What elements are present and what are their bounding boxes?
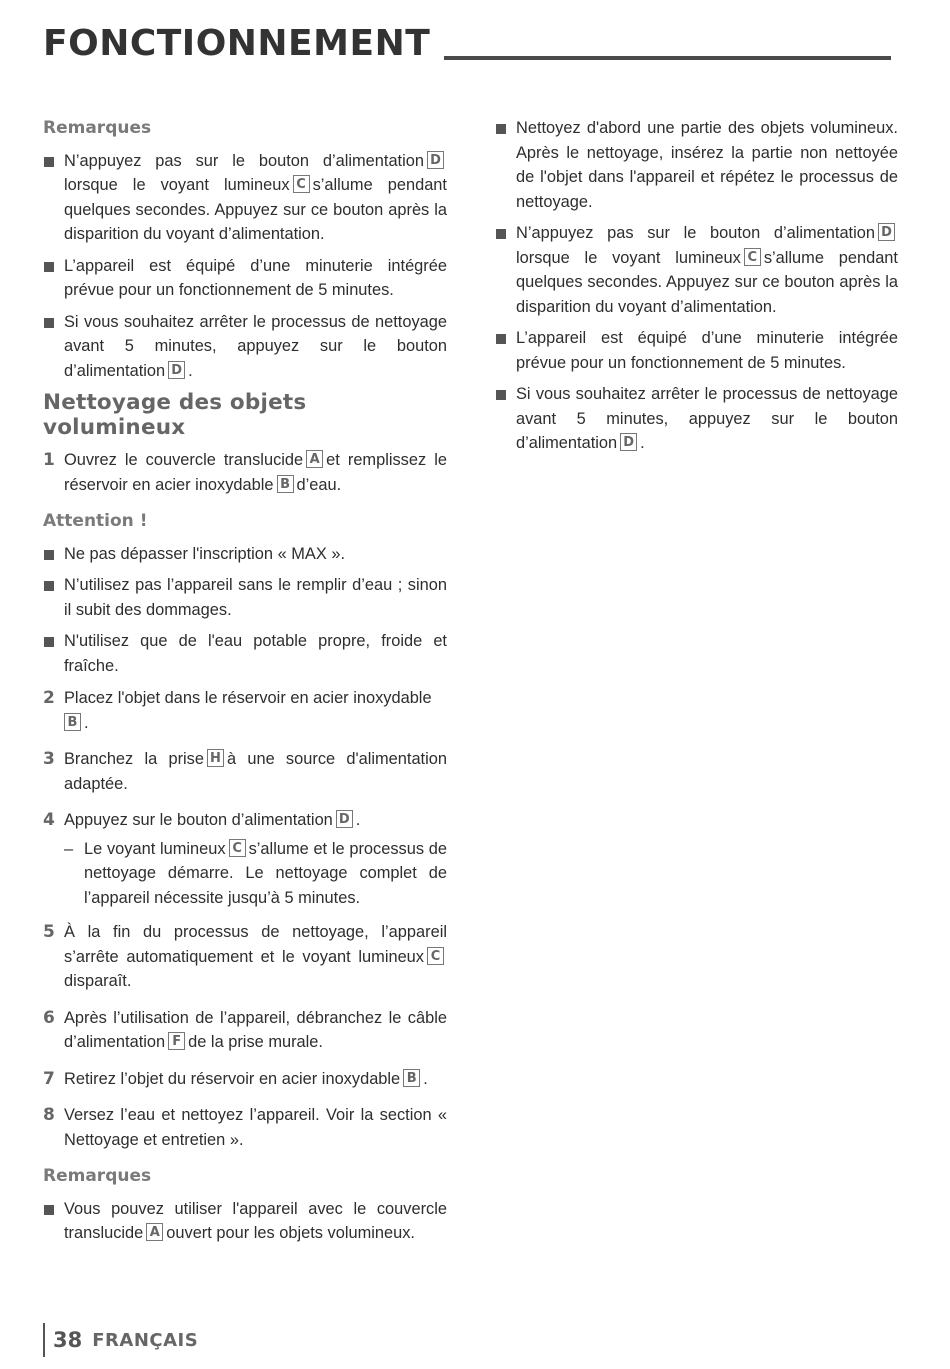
list-item: Ne pas dépasser l'inscription « MAX ». <box>43 542 447 567</box>
attention-label: Attention ! <box>43 511 148 531</box>
page-header <box>43 20 891 62</box>
step: 5 À la fin du processus de nettoyage, l’appareil s’arrête automatiquement et le voyant lumineux Cdisparaît. <box>43 922 447 990</box>
list-item: L’appareil est équipé d’une minuterie intégrée prévue pour un fonctionnement de 5 minutes. <box>495 326 898 375</box>
step: 1 Ouvrez le couvercle translucide A et remplissez le réservoir en acier inoxydable B d’eau. <box>43 450 447 494</box>
list-item: N’utilisez pas l’appareil sans le remplir d’eau ; sinon il subit des dommages. <box>43 573 447 622</box>
list-item: Nettoyez d'abord une partie des objets volumineux. Après le nettoyage, insérez la partie non nettoyée de l'objet dans l'appareil et répétez le processus de nettoyage. <box>495 116 898 214</box>
step-substep: – Le voyant lumineux C s’allume et le processus de nettoyage démarre. Le nettoyage complet de l’appareil nécessite jusqu’à 5 minutes. <box>64 839 447 907</box>
ref-label: B <box>64 713 81 731</box>
list-item: N’appuyez pas sur le bouton d’alimentation Dlorsque le voyant lumineux C s’allume pendant quelques secondes. Appuyez sur ce bouton après la disparition du voyant d’alimentation. <box>43 149 447 247</box>
ref-label: C <box>229 839 246 857</box>
ref-label: D <box>168 361 185 379</box>
header-rule <box>444 56 891 60</box>
list-item: L’appareil est équipé d’une minuterie intégrée prévue pour un fonctionnement de 5 minutes. <box>43 254 447 303</box>
list-item: Vous pouvez utiliser l'appareil avec le couvercle translucide A ouvert pour les objets volumineux. <box>43 1197 447 1246</box>
ref-label: D <box>336 810 353 828</box>
ref-label: B <box>403 1069 420 1087</box>
step-number: 6 <box>43 1007 55 1028</box>
step: 8 Versez l’eau et nettoyez l’appareil. Voir la section « Nettoyage et entretien ». <box>43 1105 447 1149</box>
page-title: FONCTIONNEMENT <box>43 23 431 64</box>
footer-bar <box>43 1323 45 1357</box>
ref-label: D <box>878 223 895 241</box>
ref-label: A <box>306 450 323 468</box>
page-number: 38 <box>53 1328 83 1352</box>
step-number: 3 <box>43 749 55 769</box>
list-item: Si vous souhaitez arrêter le processus de nettoyage avant 5 minutes, appuyez sur le bouton d’alimentation D . <box>43 310 447 384</box>
step: 3 Branchez la prise H à une source d'alimentation adaptée. <box>43 749 447 793</box>
step-number: 2 <box>43 688 55 708</box>
attention-list <box>43 542 447 679</box>
list-item: Si vous souhaitez arrêter le processus de nettoyage avant 5 minutes, appuyez sur le bouton d’alimentation D . <box>495 382 898 456</box>
remarks-label: Remarques <box>43 118 152 138</box>
step: 2 Placez l'objet dans le réservoir en acier inoxydable B . <box>43 688 432 732</box>
list-item: N’appuyez pas sur le bouton d’alimentation Dlorsque le voyant lumineux C s’allume pendant quelques secondes. Appuyez sur ce bouton après la disparition du voyant d’alimentation. <box>495 221 898 319</box>
ref-label: B <box>277 475 294 493</box>
ref-label: A <box>146 1223 163 1241</box>
step: 6 Après l’utilisation de l’appareil, débranchez le câble d’alimentation F de la prise murale. <box>43 1007 447 1051</box>
ref-label: C <box>744 248 761 266</box>
remarks-list <box>43 1197 447 1246</box>
step-number: 4 <box>43 810 55 830</box>
section-title: Nettoyage des objets volumineux <box>43 390 307 440</box>
remarks-label: Remarques <box>43 1166 152 1186</box>
step-number: 7 <box>43 1068 55 1089</box>
step-number: 1 <box>43 450 55 470</box>
footer-language: FRANÇAIS <box>92 1329 199 1351</box>
ref-label: F <box>168 1032 185 1050</box>
right-list <box>495 116 898 456</box>
step: 4 Appuyez sur le bouton d’alimentation D . <box>43 808 447 833</box>
ref-label: C <box>427 947 444 965</box>
step-number: 5 <box>43 922 55 942</box>
ref-label: D <box>620 433 637 451</box>
page-footer <box>43 1323 198 1357</box>
remarks-list <box>43 149 447 384</box>
ref-label: C <box>293 175 310 193</box>
ref-label: H <box>207 749 224 767</box>
left-column <box>43 116 447 1254</box>
right-column <box>495 116 898 464</box>
step: 7 Retirez l’objet du réservoir en acier inoxydable B . <box>43 1067 447 1092</box>
step-number: 8 <box>43 1105 55 1125</box>
ref-label: D <box>427 151 444 169</box>
list-item: N'utilisez que de l'eau potable propre, froide et fraîche. <box>43 629 447 678</box>
